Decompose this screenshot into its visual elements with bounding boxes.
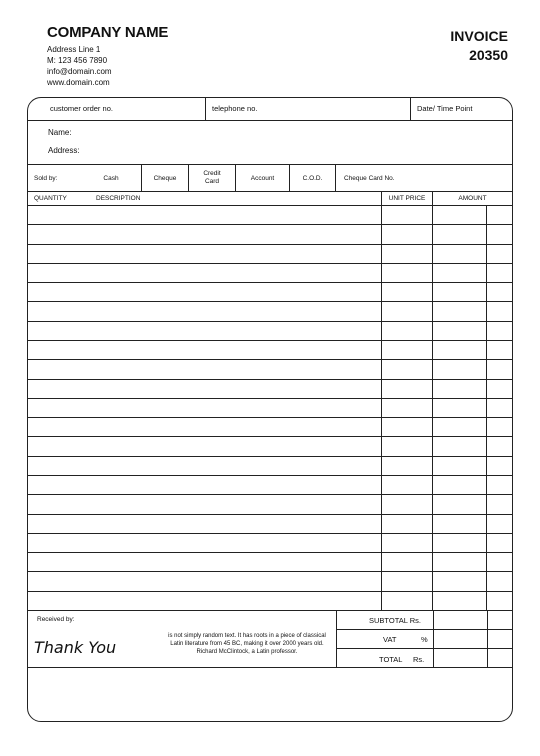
order-no-field[interactable]: customer order no.	[50, 104, 113, 113]
datetime-label: Date/ Time Point	[417, 104, 473, 113]
subtotal-cents[interactable]	[487, 611, 512, 629]
col-description: DESCRIPTION	[96, 195, 141, 202]
sold-by-label: Sold by:	[34, 175, 58, 182]
table-row[interactable]	[28, 572, 512, 591]
option-cheque[interactable]	[141, 165, 188, 191]
vat-label: VAT	[383, 635, 397, 644]
table-row[interactable]	[28, 534, 512, 553]
table-row[interactable]	[28, 360, 512, 379]
cents-divider	[486, 206, 487, 611]
company-name: COMPANY NAME	[47, 24, 169, 41]
table-row[interactable]	[28, 264, 512, 283]
vat-value[interactable]	[433, 630, 487, 648]
customer-row	[28, 121, 512, 165]
table-header	[28, 192, 512, 206]
option-cheque-card-label: Cheque Card No.	[344, 175, 395, 182]
subtotal-row	[337, 611, 512, 630]
amount-divider	[432, 206, 433, 611]
phone-line: M: 123 456 7890	[47, 56, 108, 65]
telephone-label: telephone no.	[212, 104, 258, 113]
table-row[interactable]	[28, 380, 512, 399]
line-items	[28, 206, 512, 611]
subtotal-value[interactable]	[433, 611, 487, 629]
telephone-field[interactable]	[205, 98, 410, 120]
option-cheque-card[interactable]	[335, 165, 512, 191]
option-account-label: Account	[250, 175, 275, 182]
company-block	[47, 24, 168, 88]
table-row[interactable]	[28, 206, 512, 225]
table-row[interactable]	[28, 457, 512, 476]
vat-cents[interactable]	[487, 630, 512, 648]
address-line: Address Line 1	[47, 45, 101, 54]
invoice-block	[450, 27, 508, 65]
table-row[interactable]	[28, 515, 512, 534]
vat-row	[337, 630, 512, 649]
col-unit-price	[381, 192, 432, 205]
option-cod-label: C.O.D.	[302, 175, 323, 182]
table-row[interactable]	[28, 476, 512, 495]
email-line: info@domain.com	[47, 67, 112, 76]
company-address	[47, 44, 168, 88]
thank-you-text: Thank You	[34, 638, 117, 657]
web-line: www.domain.com	[47, 78, 110, 87]
total-value[interactable]	[433, 649, 487, 668]
option-cod[interactable]	[289, 165, 335, 191]
received-by-label: Received by:	[37, 616, 75, 623]
subtotal-label: SUBTOTAL Rs.	[369, 616, 421, 625]
table-row[interactable]	[28, 592, 512, 611]
invoice-number: 20350	[469, 47, 508, 63]
footer-section	[28, 611, 512, 668]
table-row[interactable]	[28, 341, 512, 360]
option-cash[interactable]: Cash	[103, 175, 119, 182]
unit-price-divider	[381, 206, 382, 611]
table-row[interactable]	[28, 245, 512, 264]
option-credit-card[interactable]	[188, 165, 235, 191]
total-cents[interactable]	[487, 649, 512, 668]
option-cheque-label: Cheque	[153, 175, 177, 182]
table-row[interactable]	[28, 553, 512, 572]
table-row[interactable]	[28, 225, 512, 244]
col-quantity: QUANTITY	[34, 195, 67, 202]
footer-note: is not simply random text. It has roots in a piece of classical Latin literature from 45 BC, making it over 2000 years old. Richard McClintock, a Latin professor.	[168, 633, 326, 655]
total-row	[337, 649, 512, 668]
total-unit: Rs.	[413, 655, 425, 664]
table-row[interactable]	[28, 283, 512, 302]
sold-by-row	[28, 165, 512, 192]
table-row[interactable]	[28, 418, 512, 437]
table-row[interactable]	[28, 322, 512, 341]
address-label: Address:	[48, 146, 80, 155]
invoice-form	[27, 97, 513, 722]
table-row[interactable]	[28, 495, 512, 514]
invoice-title: INVOICE	[450, 28, 508, 44]
datetime-field[interactable]	[410, 98, 512, 120]
option-credit-card-label: Credit Card	[203, 170, 221, 185]
order-info-row	[28, 98, 512, 121]
col-amount-label: AMOUNT	[458, 195, 487, 202]
table-row[interactable]	[28, 302, 512, 321]
option-account[interactable]	[235, 165, 289, 191]
name-label: Name:	[48, 128, 72, 137]
total-label: TOTAL	[379, 655, 403, 664]
col-unit-price-label: UNIT PRICE	[388, 195, 426, 202]
totals-box	[336, 611, 512, 668]
table-row[interactable]	[28, 437, 512, 456]
table-row[interactable]	[28, 399, 512, 418]
vat-unit: %	[421, 635, 428, 644]
col-amount	[432, 192, 512, 205]
